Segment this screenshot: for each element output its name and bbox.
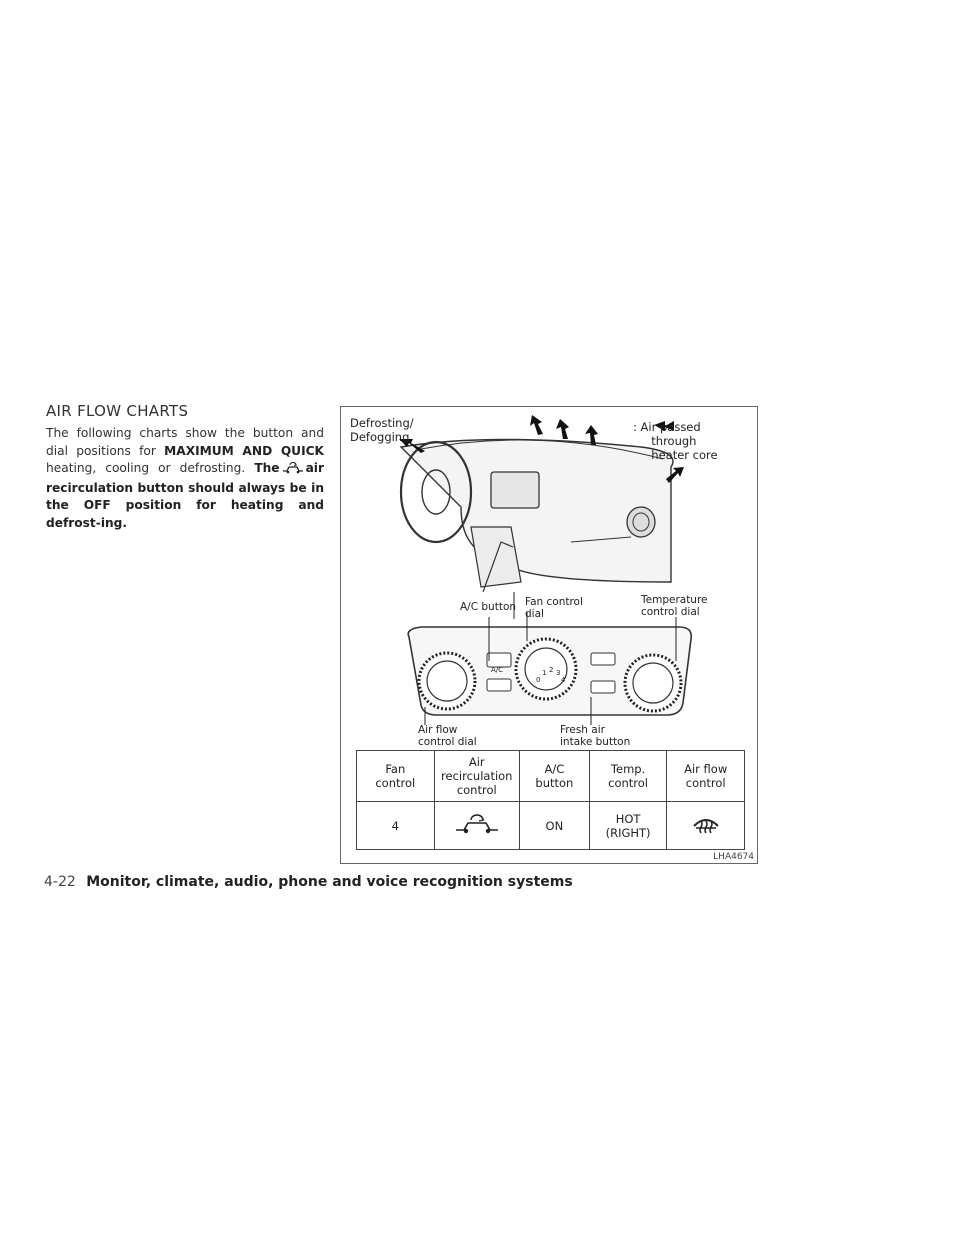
fan-speed-2: 2 [549, 666, 554, 674]
intro-emphasis-2a: The [254, 461, 280, 476]
figure-code: LHA4674 [713, 852, 754, 862]
page-footer [44, 874, 573, 890]
fan-speed-0: 0 [536, 676, 541, 684]
intro-text-1: The following charts show the button and dial positions for [46, 426, 324, 458]
panel-ac-label: A/C [491, 666, 504, 674]
section-title: AIR FLOW CHARTS [46, 402, 189, 420]
fresh-air-intake-button[interactable] [591, 681, 615, 693]
header-temp-control: Temp. control [589, 751, 667, 802]
cell-air-flow [667, 802, 745, 850]
callout-air-flow-control-dial: Air flow control dial [418, 724, 477, 748]
table-row [357, 802, 745, 850]
center-screen [491, 472, 539, 508]
callout-air-passed: : Air passed through heater core [633, 420, 718, 462]
callout-defrosting: Defrosting/ Defogging [350, 416, 414, 444]
table-header-row [357, 751, 745, 802]
chapter-title: Monitor, climate, audio, phone and voice recognition systems [86, 874, 573, 890]
fan-speed-4: 4 [561, 676, 566, 684]
page-number: 4-22 [44, 874, 76, 890]
fan-speed-3: 3 [556, 669, 561, 677]
cell-fan: 4 [357, 802, 435, 850]
intro-emphasis-2b: air recirculation button should always be in the OFF position for heating and defrost-ing. [46, 461, 324, 530]
front-defroster-icon [692, 812, 720, 836]
callout-temperature-control-dial: Temperature control dial [641, 594, 708, 618]
air-flow-table [356, 750, 745, 850]
air-recirculation-icon [282, 462, 304, 480]
front-defroster-button[interactable] [591, 653, 615, 665]
air-flow-figure [340, 406, 758, 864]
fan-speed-1: 1 [542, 669, 547, 677]
rear-defroster-button[interactable] [487, 679, 511, 691]
cell-ac: ON [519, 802, 589, 850]
callout-ac-button: A/C button [460, 601, 517, 613]
header-air-recirculation: Air recirculation control [434, 751, 519, 802]
callout-fresh-air-intake-button: Fresh air intake button [560, 724, 631, 748]
header-air-flow-control: Air flow control [667, 751, 745, 802]
intro-text-2: heating, cooling or defrosting. [46, 461, 246, 476]
cell-recirculation [434, 802, 519, 850]
side-vent [627, 507, 655, 537]
intro-emphasis-1: MAXIMUM AND QUICK [164, 443, 324, 458]
air-recirculation-icon [454, 813, 500, 835]
callout-fan-control-dial: Fan control dial [525, 596, 583, 620]
cell-temp: HOT (RIGHT) [589, 802, 667, 850]
header-fan-control: Fan control [357, 751, 435, 802]
intro-paragraph [46, 425, 324, 533]
header-ac-button: A/C button [519, 751, 589, 802]
